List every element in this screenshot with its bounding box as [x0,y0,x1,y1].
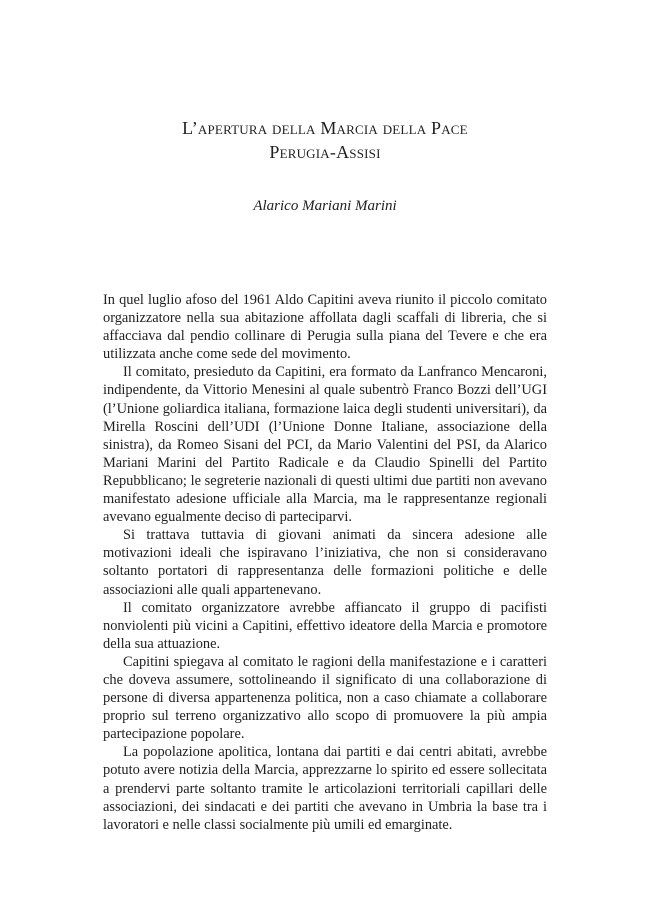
paragraph: In quel luglio afoso del 1961 Aldo Capitini aveva riunito il piccolo comitato organizzatore nella sua abitazione affollata dagli scaffali di libreria, che si affacciava dal pendio collinare di Perugia sulla piana del Tevere e che era utilizzata anche come sede del movimento. [103,292,547,363]
paragraph: Il comitato organizzatore avrebbe affiancato il gruppo di pacifisti nonviolenti più vicini a Capitini, effettivo ideatore della Marcia e promotore della sua attuazione. [103,599,547,652]
chapter-title-line-1: L’apertura della Marcia della Pace [182,118,468,138]
chapter-title-line-2: Perugia-Assisi [269,142,381,162]
paragraph: Si trattava tuttavia di giovani animati da sincera adesione alle motivazioni ideali che ispiravano l’iniziativa, che non si consideravano soltanto portatori di rappresentanza delle formazioni politiche e delle associazioni alle quali appartenevano. [103,527,547,598]
paragraph: Capitini spiegava al comitato le ragioni della manifestazione e i caratteri che doveva assumere, sottolineando il significato di una collaborazione di persone di diversa appartenenza politica, non a caso chiamate a collaborare proprio sul terreno organizzativo allo scopo di promuovere la più ampia partecipazione popolare. [103,653,547,743]
paragraph: Il comitato, presieduto da Capitini, era formato da Lanfranco Mencaroni, indipendente, da Vittorio Menesini al quale subentrò Franco Bozzi dell’UGI (l’Unione goliardica italiana, formazione laica degli studenti universitari), da Mirella Roscini dell’UDI (l’Unione Donne Italiane, associazione della sinistra), da Romeo Sisani del PCI, da Mario Valentini del PSI, da Alarico Mariani Marini del Partito Radicale e da Claudio Spinelli del Partito Repubblicano; le segreterie nazionali di questi ultimi due partiti non avevano manifestato adesione ufficiale alla Marcia, ma le rappresentanze regionali avevano egualmente deciso di parteciparvi. [103,364,547,526]
paragraph: La popolazione apolitica, lontana dai partiti e dai centri abitati, avrebbe potuto avere notizia della Marcia, apprezzarne lo spirito ed essere sollecitata a prendervi parte soltanto tramite le articolazioni territoriali capillari delle associazioni, dei sindacati e dei partiti che avevano in Umbria la base tra i lavoratori e nelle classi socialmente più umili ed emarginate. [103,744,547,833]
body-text [103,291,547,834]
author-name: Alarico Mariani Marini [253,198,397,214]
